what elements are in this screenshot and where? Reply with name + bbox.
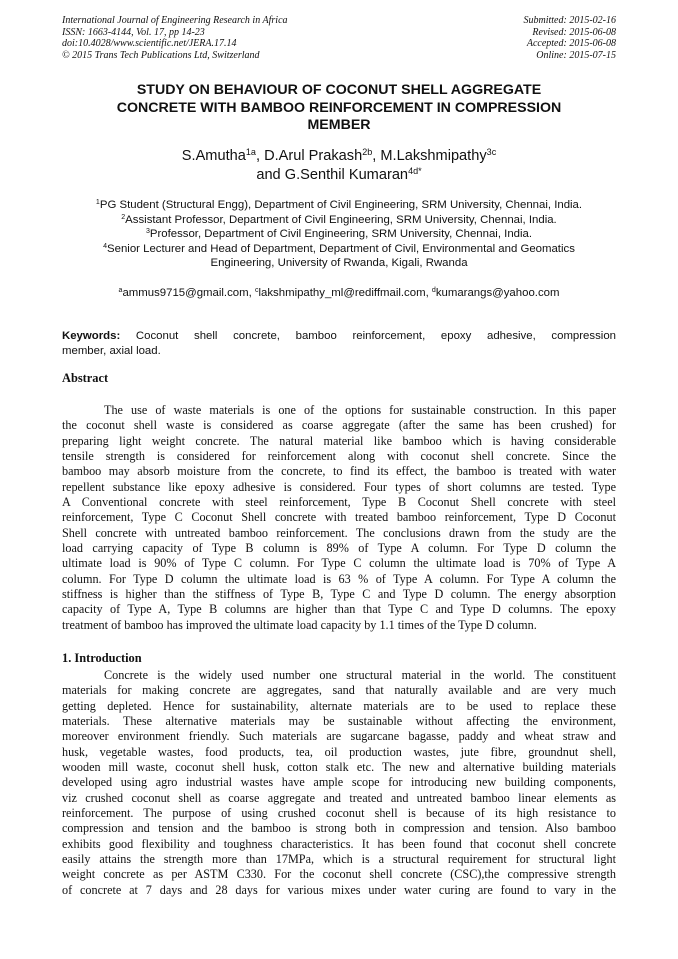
date-accepted: Accepted: 2015-06-08: [526, 38, 616, 49]
affiliation: [62, 213, 616, 228]
affiliations: [62, 198, 616, 271]
affiliation: [62, 256, 616, 271]
email-sup: c: [254, 287, 259, 295]
intro-line: wooden mill waste, coconut shell husk, cotton stalk etc. The new and alternative building materials: [62, 760, 616, 775]
abstract-line: reinforcement, Type C Coconut Shell concrete with treated bamboo reinforcement, Type D Coconut: [62, 510, 616, 525]
keywords-text: Coconut shell concrete, bamboo reinforcement, epoxy adhesive, compression: [135, 330, 616, 342]
intro-line: materials. These alternative materials may be sustainable without affecting the environment,: [62, 714, 616, 729]
affiliation-text: PG Student (Structural Engg), Department of Civil Engineering, SRM University, Chennai, India.: [99, 199, 583, 211]
dates-header: [524, 15, 617, 61]
affiliation-text: Professor, Department of Civil Engineering, SRM University, Chennai, India.: [149, 228, 533, 240]
title-line: CONCRETE WITH BAMBOO REINFORCEMENT IN COMPRESSION: [116, 99, 562, 116]
email-sup: d: [431, 287, 436, 295]
email-link[interactable]: kumarangs@yahoo.com: [435, 287, 560, 299]
affiliation-text: Senior Lecturer and Head of Department, Department of Civil, Environmental and Geomatics: [107, 242, 575, 255]
abstract-line: load carrying capacity of Type B column is 89% of Type A column. For Type D column the: [62, 541, 616, 556]
abstract-line: column. For Type D column the ultimate load is 63 % of Type A column. For Type A column the: [62, 571, 616, 586]
abstract-line: treatment of bamboo has improved the ultimate load capacity by 1.1 times of the Type D column.: [62, 617, 537, 632]
abstract-line: The use of waste materials is one of the options for sustainable construction. In this paper: [104, 403, 616, 417]
journal-doi: doi:10.4028/www.scientific.net/JERA.17.14: [62, 38, 237, 49]
abstract-line: stiffness is higher than the stiffness of Type B, Type C and Type D column. The energy absorption: [62, 587, 616, 602]
intro-line: easily attains the strength more than 17MPa, which is a structural requirement for structural light: [62, 852, 616, 867]
journal-issn: ISSN: 1663-4144, Vol. 17, pp 14-23: [62, 26, 205, 38]
intro-line: exhibits good flexibility and toughness characteristics. It has been found that coconut shell concrete: [62, 836, 616, 851]
affiliation-sup: 4: [103, 242, 108, 250]
introduction-body: [62, 668, 616, 898]
affiliation: [62, 198, 616, 213]
intro-line: reinforcement. The purpose of using crushed coconut shell is because of its high resistance to: [62, 806, 616, 821]
author-name: M.Lakshmipathy: [380, 148, 487, 164]
intro-line: materials for making concrete are aggregates, sand that naturally available and are very much: [62, 683, 616, 698]
intro-line: husk, vegetable wastes, food products, tea, oil production wastes, jute fibre, groundnut shell,: [62, 744, 616, 759]
intro-line: viz crushed coconut shell as coarse aggregate and treated and untreated bamboo linear elements as: [62, 790, 616, 805]
date-submitted: Submitted: 2015-02-16: [523, 15, 616, 26]
intro-line: moreover environment friendly. Such materials are sugarcane bagasse, paddy and wheat straw and: [62, 729, 616, 744]
intro-line: Concrete is the widely used number one structural material in the world. The constituent: [104, 668, 616, 682]
author-emails: $^a$ammus9715@gmail.com, $^c$lakshmipathy_ml@rediffmail.com, $^d$kumarangs@yahoo.com: [118, 287, 560, 299]
abstract-line: the coconut shell waste is considered as coarse aggregate (after the same has been crushed) for: [62, 418, 616, 433]
abstract-line: preparing light weight concrete. The natural material like bamboo which is having considerable: [62, 433, 616, 448]
journal-name: International Journal of Engineering Research in Africa: [62, 15, 288, 26]
author-name: G.Senthil Kumaran: [284, 167, 409, 183]
abstract-line: bamboo may absorb moisture from the concrete, to find its effect, the bamboo is treated with water: [62, 464, 616, 479]
abstract-line: capacity of Type A, Type B columns are higher than that Type C and Type D columns. The epoxy: [62, 602, 616, 617]
email-link[interactable]: ammus9715@gmail.com: [122, 287, 249, 299]
affiliation-sup: 3: [145, 228, 150, 236]
author-sup: 1a: [245, 147, 256, 158]
abstract-body: [62, 403, 616, 633]
title-line: MEMBER: [307, 117, 371, 133]
abstract-line: repellent substance like epoxy adhesive is considered. Four types of short columns are tested. Type: [62, 479, 616, 494]
paper-title: [62, 82, 616, 135]
keywords-line: [62, 329, 616, 344]
author-line: [62, 166, 616, 185]
author-name: D.Arul Prakash: [264, 148, 363, 164]
affiliation-sup: 1: [95, 199, 100, 207]
keywords-line: member, axial load.: [62, 344, 161, 357]
intro-line: compression and tension and the bamboo is strong both in compression and tension. Also bamboo: [62, 821, 616, 836]
abstract-heading: Abstract: [62, 371, 109, 385]
author-sup: 3c: [486, 147, 497, 158]
date-online: Online: 2015-07-15: [536, 49, 616, 61]
author-sup: 4d*: [408, 166, 422, 177]
keywords-label: Keywords:: [62, 330, 121, 342]
author-sup: 2b: [362, 147, 373, 158]
abstract-line: Shell concrete with untreated bamboo reinforcement. The conclusions drawn from the study are the: [62, 525, 616, 540]
abstract-line: ultimate load is 90% of Type C column. For Type C column the ultimate load is 70% of Type A: [62, 556, 616, 571]
author-conjunction: and: [256, 167, 281, 183]
author-name: S.Amutha: [181, 148, 246, 164]
abstract-line: A Conventional concrete with steel reinforcement, Type B Coconut Shell concrete with steel: [62, 495, 616, 510]
date-revised: Revised: 2015-06-08: [532, 26, 616, 38]
affiliation-sup: 2: [121, 213, 126, 221]
journal-header: [62, 15, 288, 61]
affiliation-text: Engineering, University of Rwanda, Kigali, Rwanda: [210, 257, 468, 269]
title-line: STUDY ON BEHAVIOUR OF COCONUT SHELL AGGREGATE: [136, 82, 542, 98]
author-line: S.Amutha$^{1a}$, D.Arul Prakash$^{2b}$, M.Lakshmipathy$^{3c}$: [181, 147, 497, 164]
journal-copyright: © 2015 Trans Tech Publications Ltd, Switzerland: [62, 49, 260, 61]
intro-line: of concrete at 7 days and 28 days for various mixes under water curing are found to vary in the: [62, 882, 616, 897]
email-sup: a: [118, 287, 123, 295]
affiliation-text: Assistant Professor, Department of Civil Engineering, SRM University, Chennai, India.: [125, 213, 557, 226]
keywords-block: [62, 329, 616, 358]
author-list: [62, 147, 616, 185]
intro-line: developed using agro industrial wastes have ample scope for introducing new building components,: [62, 775, 616, 790]
affiliation: [62, 227, 616, 242]
intro-line: getting depleted. Hence for sustainability, alternate materials are to be used to replace these: [62, 698, 616, 713]
abstract-line: tensile strength is considered for reinforcement along with coconut shell concrete. Since the: [62, 449, 616, 464]
email-link[interactable]: lakshmipathy_ml@rediffmail.com: [258, 287, 426, 299]
intro-line: weight concrete as per ASTM C330. For the coconut shell concrete (CSC),the compressive strength: [62, 867, 616, 882]
introduction-heading: 1. Introduction: [62, 651, 142, 665]
affiliation: [62, 242, 616, 257]
